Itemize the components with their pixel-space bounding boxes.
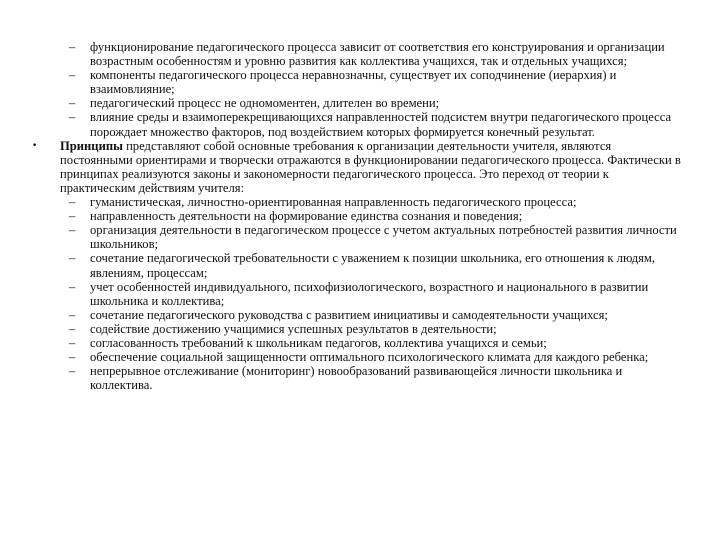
list-item-text: сочетание педагогической требовательности с уважением к позиции школьника, его отношения к людям, явлениям, процессам; [90,251,656,280]
dash-marker: – [69,251,76,266]
dash-marker: – [69,223,76,238]
list-item-text: функционирование педагогического процесса зависит от соответствия его конструирования и организации возрастным особенностям и уровню развития как коллектива учащихся, так и отдельных учащихся; [90,40,665,69]
list-item-text: учет особенностей индивидуального, психофизиологического, возрастного и национального в развитии школьника и коллектива; [90,279,649,308]
dash-marker: – [69,96,76,111]
list-item-text: организация деятельности в педагогическом процессе с учетом актуальных потребностей развития личности школьников; [90,223,677,252]
list-item [60,96,685,110]
list-item [60,322,685,336]
list-item [60,223,685,251]
list-item-text: компоненты педагогического процесса неравнозначны, существует их соподчинение (иерархия) и взаимовлияние; [90,68,617,97]
principles-paragraph [32,138,685,195]
list-item [60,195,685,209]
dash-marker: – [69,110,76,125]
list-item-text: согласованность требований к школьникам педагогов, коллектива учащихся и семьи; [90,335,547,350]
list-item [60,40,685,68]
list-item-text: обеспечение социальной защищенности оптимального психологического климата для каждого ребенка; [90,350,649,365]
principles-text: представляют собой основные требования к организации деятельности учителя, являются постоянными ориентирами и творчески отражаются в функционировании педагогического процесса. Фактически в принципах реализуются законы и закономерности педагогического процесса. Это переход от теории к практическим действиям учителя: [60,138,681,195]
list-item-text: влияние среды и взаимоперекрещивающихся направленностей подсистем внутри педагогического процесса порождает множество факторов, под воздействием которых формируется конечный результат. [90,110,672,139]
list-item [60,110,685,138]
dash-marker: – [69,307,76,322]
list-item [60,209,685,223]
dash-marker: – [69,279,76,294]
list-item [60,280,685,308]
list-item [60,251,685,279]
dash-marker: – [69,335,76,350]
list-item-text: гуманистическая, личностно-ориентированная направленность педагогического процесса; [90,195,577,210]
list-item-text: педагогический процесс не одномоментен, длителен во времени; [90,96,440,111]
dash-marker: – [69,195,76,210]
dash-marker: – [69,350,76,365]
slide-content [32,40,685,393]
list-item [60,350,685,364]
list-item-text: направленность деятельности на формирование единства сознания и поведения; [90,209,523,224]
dash-marker: – [69,321,76,336]
list-item [60,336,685,350]
list-item [60,68,685,96]
list-item-text: содействие достижению учащимися успешных результатов в деятельности; [90,321,497,336]
dash-marker: – [69,40,76,54]
list-item-text: сочетание педагогического руководства с развитием инициативы и самодеятельности учащихся; [90,307,608,322]
list-item-text: непрерывное отслеживание (мониторинг) новообразований развивающейся личности школьника и коллектива. [90,364,623,393]
principles-term: Принципы [60,138,123,153]
bullet-icon: • [32,140,38,151]
list-item [60,364,685,392]
list-item [60,308,685,322]
dash-marker: – [69,364,76,379]
dash-marker: – [69,68,76,83]
dash-marker: – [69,209,76,224]
